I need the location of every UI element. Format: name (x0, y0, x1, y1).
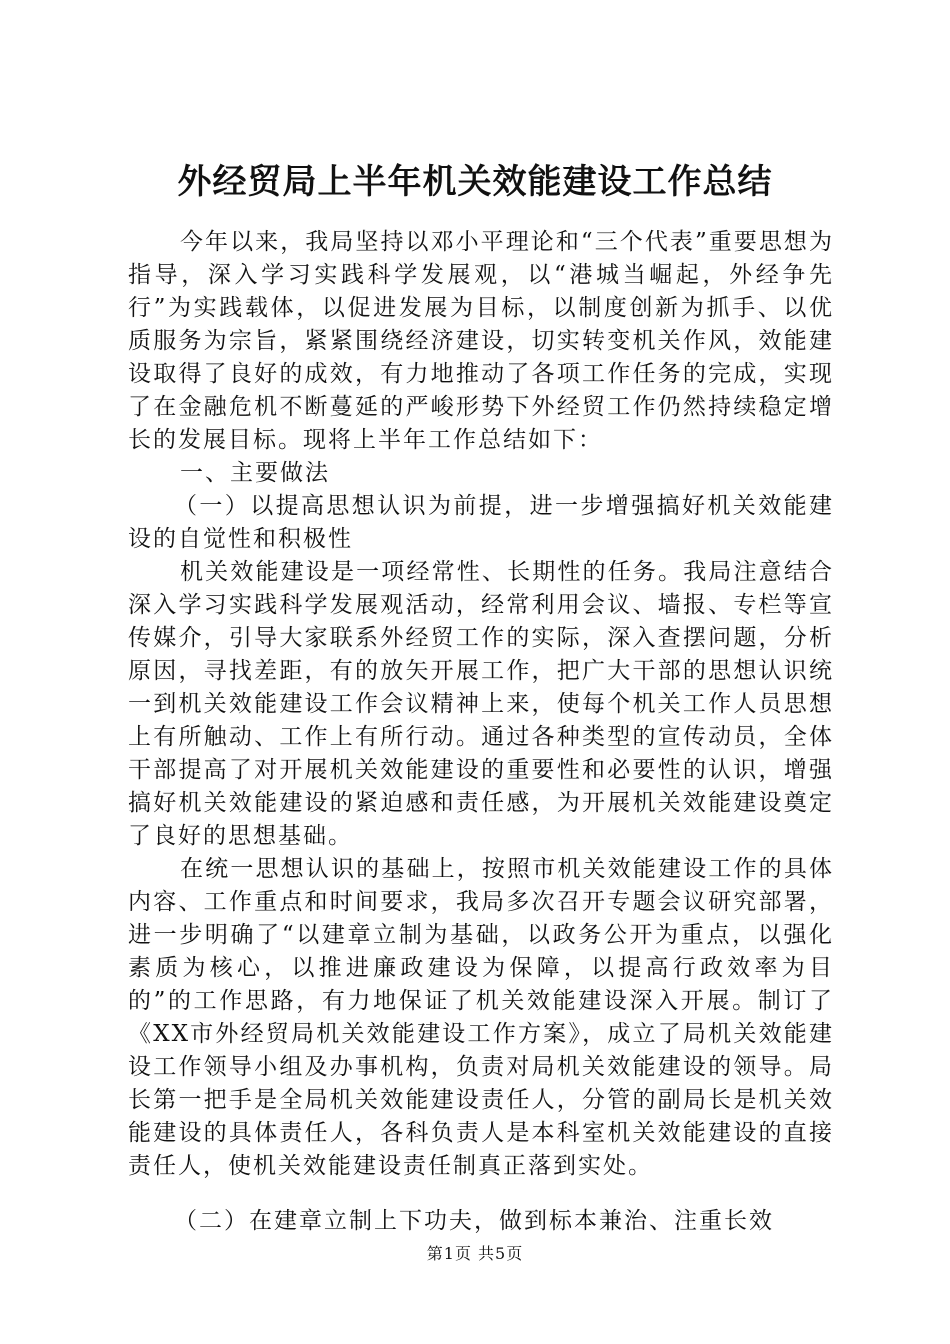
page-number-footer: 第1页 共5页 (426, 1244, 524, 1263)
intro-paragraph: 今年以来，我局坚持以邓小平理论和“三个代表”重要思想为指导，深入学习实践科学发展观，以“港城当崛起，外经争先行”为实践载体，以促进发展为目标，以制度创新为抓手、以优质服务为宗旨，紧紧围绕经济建设，切实转变机关作风，效能建设取得了良好的成效，有力地推动了各项工作任务的完成，实现了在金融危机不断蔓延的严峻形势下外经贸工作仍然持续稳定增长的发展目标。现将上半年工作总结如下： (128, 229, 834, 453)
body-paragraph-1: 机关效能建设是一项经常性、长期性的任务。我局注意结合深入学习实践科学发展观活动，经常利用会议、墙报、专栏等宣传媒介，引导大家联系外经贸工作的实际，深入查摆问题，分析原因，寻找差距，有的放矢开展工作，把广大干部的思想认识统一到机关效能建设工作会议精神上来，使每个机关工作人员思想上有所触动、工作上有所行动。通过各种类型的宣传动员，全体干部提高了对开展机关效能建设的重要性和必要性的认识，增强搞好机关效能建设的紧迫感和责任感，为开展机关效能建设奠定了良好的思想基础。 (128, 559, 834, 849)
document-body (128, 226, 834, 1238)
subsection-heading-2: （二）在建章立制上下功夫，做到标本兼治、注重长效 (174, 1208, 774, 1234)
document-title: 外经贸局上半年机关效能建设工作总结 (177, 162, 773, 202)
section-heading-main-practices: 一、主要做法 (180, 460, 330, 486)
subsection-heading-1: （一）以提高思想认识为前提，进一步增强搞好机关效能建设的自觉性和积极性 (128, 493, 834, 552)
body-paragraph-2: 在统一思想认识的基础上，按照市机关效能建设工作的具体内容、工作重点和时间要求，我局多次召开专题会议研究部署，进一步明确了“以建章立制为基础，以政务公开为重点，以强化素质为核心，以推进廉政建设为保障，以提高行政效率为目的”的工作思路，有力地保证了机关效能建设深入开展。制订了《XX市外经贸局机关效能建设工作方案》，成立了局机关效能建设工作领导小组及办事机构，负责对局机关效能建设的领导。局长第一把手是全局机关效能建设责任人，分管的副局长是机关效能建设的具体责任人，各科负责人是本科室机关效能建设的直接责任人，使机关效能建设责任制真正落到实处。 (128, 856, 834, 1179)
